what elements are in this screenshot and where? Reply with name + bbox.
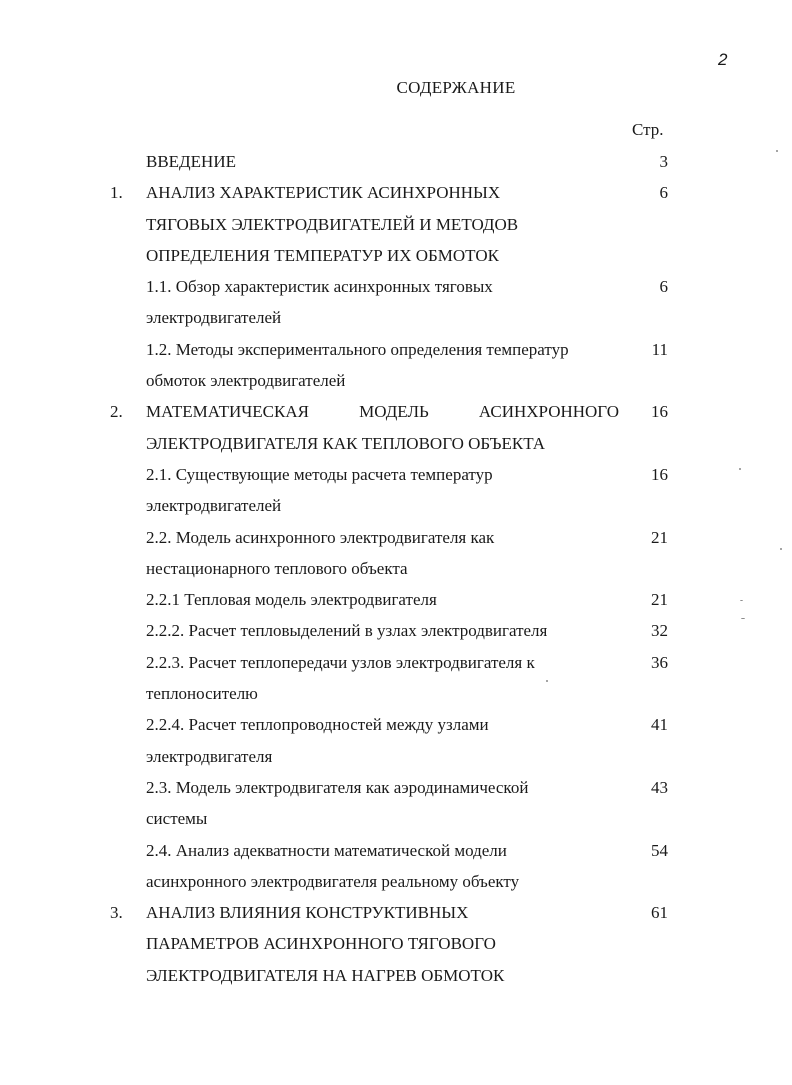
entry-text: 1.2. Методы экспериментального определения температур — [146, 339, 569, 359]
toc-line — [0, 209, 792, 240]
entry-text: 2.2.1 Тепловая модель электродвигателя — [146, 590, 437, 610]
toc-line — [0, 146, 792, 177]
toc-line — [0, 522, 792, 553]
scan-speck — [739, 468, 741, 470]
toc-line — [0, 584, 792, 615]
toc-line — [0, 334, 792, 365]
scan-speck — [776, 150, 778, 152]
scan-speck — [740, 600, 743, 601]
entry-text: 2.2.3. Расчет теплопередачи узлов электродвигателя к — [146, 652, 535, 672]
section-number: 3. — [110, 903, 123, 923]
entry-text: 2.2.2. Расчет тепловыделений в узлах электродвигателя — [146, 621, 548, 641]
entry-text: ЭЛЕКТРОДВИГАТЕЛЯ НА НАГРЕВ ОБМОТОК — [146, 965, 505, 985]
entry-text: системы — [146, 809, 208, 829]
entry-text: 2.3. Модель электродвигателя как аэродинамической — [146, 777, 529, 797]
toc-line — [0, 897, 792, 928]
toc-line — [0, 615, 792, 646]
toc-line — [0, 271, 792, 302]
entry-text: электродвигателей — [146, 496, 282, 516]
page-ref: 16 — [651, 402, 668, 422]
toc-line — [0, 960, 792, 991]
page-ref: 3 — [659, 152, 668, 171]
entry-text: МАТЕМАТИЧЕСКАЯ МОДЕЛЬ АСИНХРОННОГО — [146, 402, 619, 422]
entry-text: ПАРАМЕТРОВ АСИНХРОННОГО ТЯГОВОГО — [146, 934, 496, 954]
entry-text: 2.1. Существующие методы расчета температур — [146, 464, 493, 484]
toc-line — [0, 709, 792, 740]
toc-line — [0, 772, 792, 803]
page-ref: 43 — [651, 777, 668, 797]
page-ref: 11 — [651, 339, 668, 359]
toc-line — [0, 428, 792, 459]
scan-speck — [546, 680, 548, 682]
toc-line — [0, 647, 792, 678]
page-ref: 21 — [651, 590, 668, 610]
page-ref: 36 — [651, 652, 668, 672]
page-ref: 16 — [651, 464, 668, 484]
entry-text: ЭЛЕКТРОДВИГАТЕЛЯ КАК ТЕПЛОВОГО ОБЪЕКТА — [146, 433, 546, 453]
page-ref: 32 — [651, 621, 668, 641]
page-ref: 21 — [651, 527, 668, 547]
toc-line — [0, 803, 792, 834]
entry-text: ОПРЕДЕЛЕНИЯ ТЕМПЕРАТУР ИХ ОБМОТОК — [146, 245, 499, 265]
toc-line — [0, 240, 792, 271]
page-ref: 54 — [651, 840, 668, 860]
entry-text: 2.2.4. Расчет теплопроводностей между узлами — [146, 715, 489, 735]
section-number: 1. — [110, 183, 123, 203]
scan-speck — [741, 618, 745, 619]
page-ref: 6 — [659, 183, 668, 203]
entry-text: 2.4. Анализ адекватности математической модели — [146, 840, 507, 860]
toc-line — [0, 459, 792, 490]
entry-text: 2.2. Модель асинхронного электродвигателя как — [146, 527, 495, 547]
section-number: 2. — [110, 402, 123, 422]
toc-line — [0, 553, 792, 584]
toc-line — [0, 365, 792, 396]
toc-line — [0, 302, 792, 333]
toc-line — [0, 396, 792, 427]
entry-text: АНАЛИЗ ВЛИЯНИЯ КОНСТРУКТИВНЫХ — [146, 903, 469, 923]
toc-line — [0, 741, 792, 772]
entry-text: обмоток электродвигателей — [146, 371, 346, 391]
page-title: СОДЕРЖАНИЕ — [396, 78, 516, 97]
entry-text: 1.1. Обзор характеристик асинхронных тяговых — [146, 277, 493, 297]
entry-text: ВВЕДЕНИЕ — [146, 152, 236, 171]
toc-line — [0, 490, 792, 521]
entry-text: теплоносителю — [146, 684, 258, 704]
toc-line — [0, 835, 792, 866]
entry-text: нестационарного теплового объекта — [146, 558, 408, 578]
toc-line — [0, 177, 792, 208]
page-number: 2 — [718, 50, 728, 69]
page-column-label: Стр. — [632, 120, 664, 139]
table-of-contents — [0, 146, 792, 991]
page-ref: 6 — [659, 277, 668, 297]
entry-text: асинхронного электродвигателя реальному объекту — [146, 871, 520, 891]
entry-text: АНАЛИЗ ХАРАКТЕРИСТИК АСИНХРОННЫХ — [146, 183, 501, 203]
entry-text: электродвигателя — [146, 746, 273, 766]
toc-line — [0, 678, 792, 709]
page-ref: 41 — [651, 715, 668, 735]
scan-speck — [780, 548, 782, 550]
entry-text: ТЯГОВЫХ ЭЛЕКТРОДВИГАТЕЛЕЙ И МЕТОДОВ — [146, 214, 519, 234]
toc-line — [0, 928, 792, 959]
page-ref: 61 — [651, 903, 668, 923]
entry-text: электродвигателей — [146, 308, 282, 328]
toc-line — [0, 866, 792, 897]
